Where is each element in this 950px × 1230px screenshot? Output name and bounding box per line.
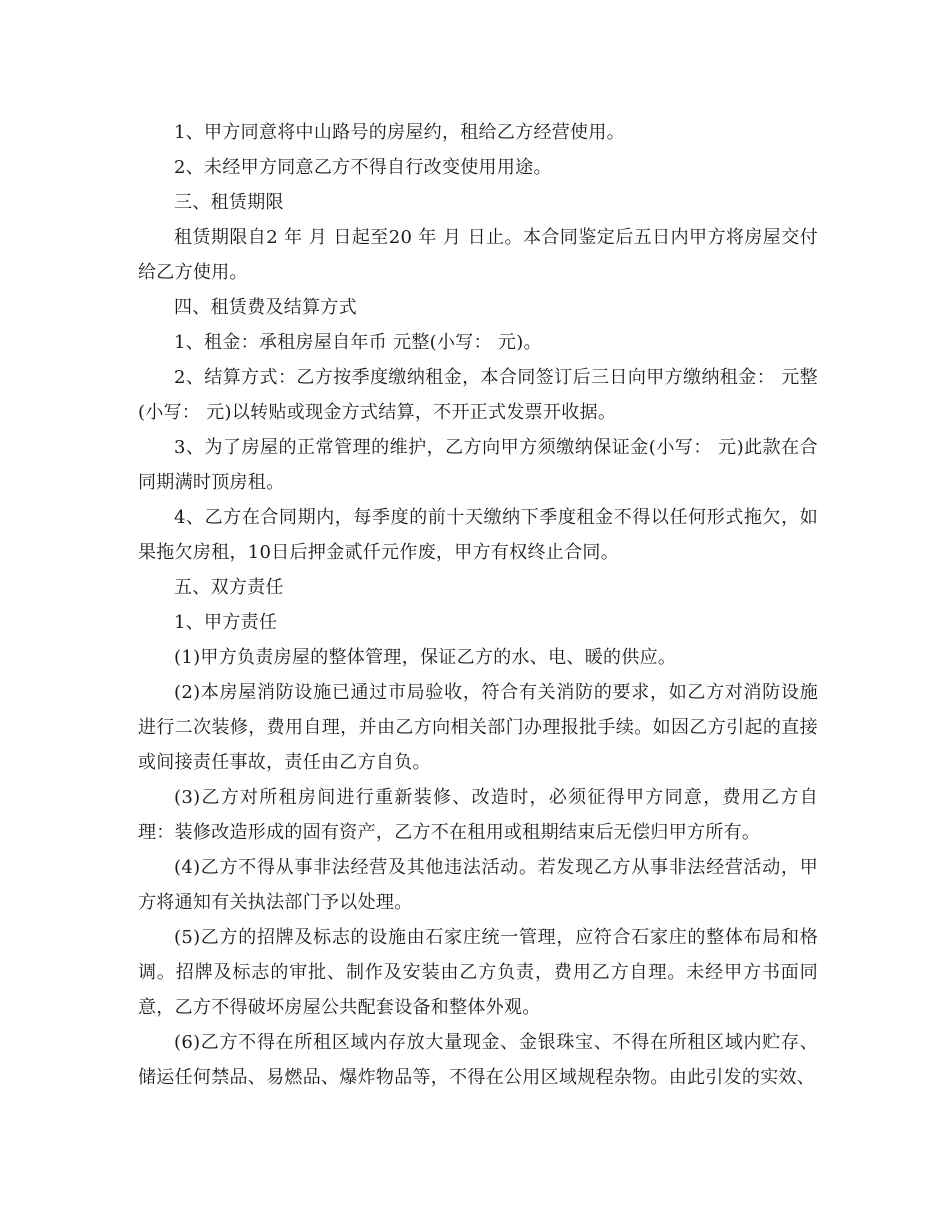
paragraph: 1、租金：承租房屋自年币 元整(小写： 元)。 xyxy=(174,332,542,353)
section-heading: 三、租赁期限 xyxy=(174,192,284,213)
paragraph: 2、未经甲方同意乙方不得自行改变使用用途。 xyxy=(174,157,552,178)
paragraph: (1)甲方负责房屋的整体管理，保证乙方的水、电、暖的供应。 xyxy=(174,647,677,668)
paragraph: 租赁期限自2 年 月 日起至20 年 月 日止。本合同鉴定后五日内甲方将房屋交付给乙方使用。 xyxy=(138,227,818,283)
document-body xyxy=(138,115,818,1095)
paragraph: (2)本房屋消防设施已通过市局验收，符合有关消防的要求，如乙方对消防设施进行二次装修，费用自理，并由乙方向相关部门办理报批手续。如因乙方引起的直接或间接责任事故，责任由乙方自负。 xyxy=(138,682,818,773)
paragraph: 4、乙方在合同期内，每季度的前十天缴纳下季度租金不得以任何形式拖欠，如果拖欠房租，10日后押金贰仟元作废，甲方有权终止合同。 xyxy=(138,507,818,563)
paragraph: 1、甲方同意将中山路号的房屋约，租给乙方经营使用。 xyxy=(174,122,625,143)
subsection-heading: 1、甲方责任 xyxy=(174,612,278,633)
paragraph: 3、为了房屋的正常管理的维护，乙方向甲方须缴纳保证金(小写： 元)此款在合同期满时顶房租。 xyxy=(138,437,818,493)
paragraph: (6)乙方不得在所租区域内存放大量现金、金银珠宝、不得在所租区域内贮存、储运任何禁品、易燃品、爆炸物品等，不得在公用区域规程杂物。由此引发的实效、 xyxy=(138,1032,818,1088)
paragraph: (5)乙方的招牌及标志的设施由石家庄统一管理，应符合石家庄的整体布局和格调。招牌及标志的审批、制作及安装由乙方负责，费用乙方自理。未经甲方书面同意，乙方不得破坏房屋公共配套设备和整体外观。 xyxy=(138,927,818,1018)
section-heading: 五、双方责任 xyxy=(174,577,284,598)
paragraph: 2、结算方式：乙方按季度缴纳租金，本合同签订后三日向甲方缴纳租金： 元整(小写： 元)以转贴或现金方式结算，不开正式发票开收据。 xyxy=(138,367,818,423)
paragraph: (4)乙方不得从事非法经营及其他违法活动。若发现乙方从事非法经营活动，甲方将通知有关执法部门予以处理。 xyxy=(138,857,818,913)
paragraph: (3)乙方对所租房间进行重新装修、改造时，必须征得甲方同意，费用乙方自理：装修改造形成的固有资产，乙方不在租用或租期结束后无偿归甲方所有。 xyxy=(138,787,818,843)
section-heading: 四、租赁费及结算方式 xyxy=(174,297,357,318)
